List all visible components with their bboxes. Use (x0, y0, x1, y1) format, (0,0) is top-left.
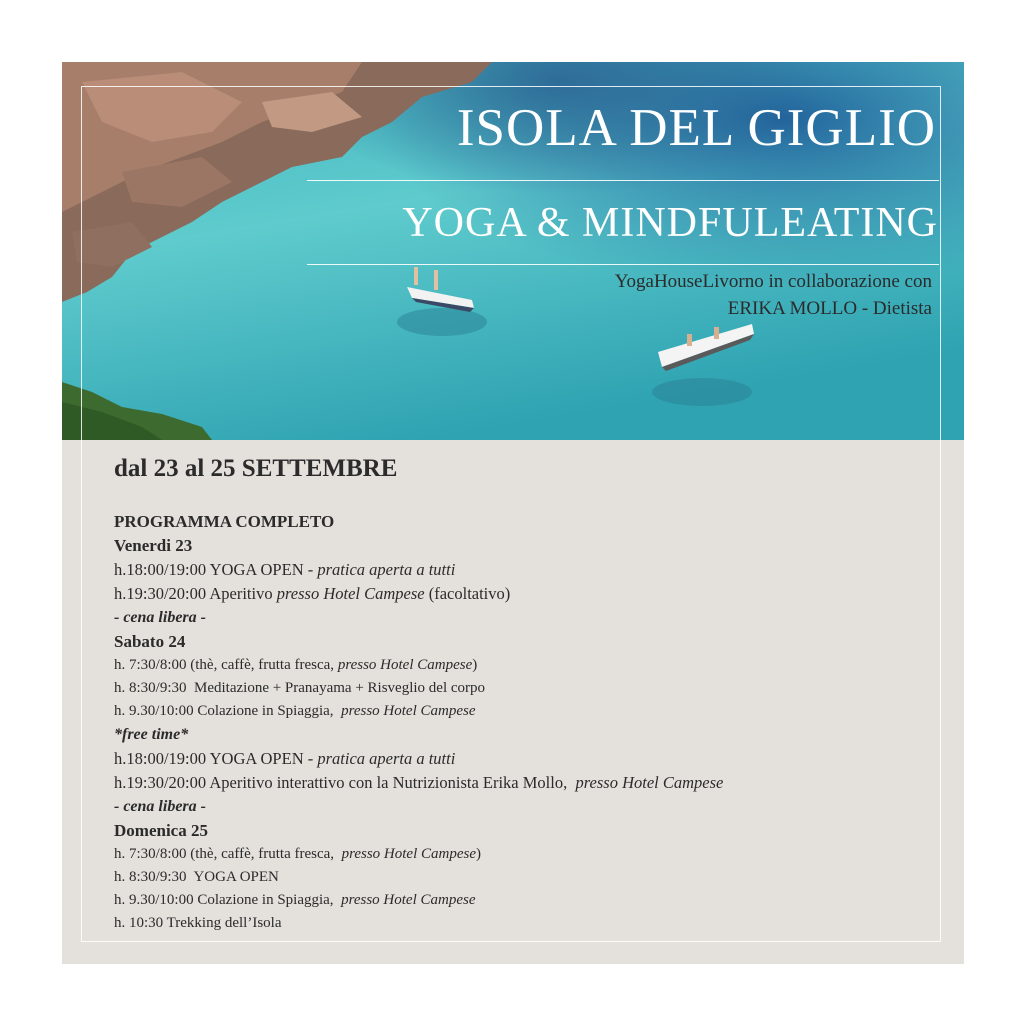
item-text: h. 10:30 Trekking dell’Isola (114, 915, 282, 931)
item-text: h.19:30/20:00 Aperitivo interattivo con la Nutrizionista Erika Mollo, (114, 773, 576, 792)
org-line: YogaHouseLivorno in collaborazione con (614, 271, 932, 292)
item-extra: ) (472, 657, 478, 673)
item-text: h. 9.30/10:00 Colazione in Spiaggia, (114, 892, 342, 908)
program-section (114, 510, 934, 935)
item-venue: presso Hotel Campese (575, 773, 724, 792)
item-extra: ) (476, 846, 481, 862)
item-text: h. 7:30/8:00 (thè, caffè, frutta fresca, (114, 846, 342, 862)
item-note: pratica aperta a tutti (317, 560, 456, 579)
item-text: h. 7:30/8:00 (thè, caffè, frutta fresca, (114, 657, 338, 673)
title-divider (307, 180, 939, 181)
event-title: ISOLA DEL GIGLIO (456, 99, 936, 157)
flyer-card (62, 62, 964, 964)
item-venue: presso Hotel Campese (337, 657, 473, 673)
saturday-dinner-note: - cena libera - (114, 798, 206, 815)
item-extra: (facoltativo) (424, 584, 511, 603)
item-note: pratica aperta a tutti (317, 749, 456, 768)
item-venue: presso Hotel Campese (341, 846, 476, 862)
day-saturday: Sabato 24 (114, 632, 186, 651)
organizers (615, 268, 932, 322)
subtitle-divider (307, 264, 939, 265)
saturday-item-3 (114, 700, 934, 723)
saturday-item-4 (114, 747, 934, 771)
item-text: h.18:00/19:00 YOGA OPEN - (114, 749, 318, 768)
item-text: h. 9.30/10:00 Colazione in Spiaggia, (114, 703, 342, 719)
day-sunday: Domenica 25 (114, 821, 208, 840)
item-venue: presso Hotel Campese (276, 584, 425, 603)
item-text: h.18:00/19:00 YOGA OPEN - (114, 560, 318, 579)
event-subtitle: YOGA & MINDFULEATING (402, 200, 938, 246)
sunday-item-4 (114, 912, 934, 935)
dietitian-role: Dietista (872, 298, 932, 319)
day-friday: Venerdi 23 (114, 536, 193, 555)
item-text: h.19:30/20:00 Aperitivo (114, 584, 277, 603)
saturday-item-1 (114, 654, 934, 677)
program-heading: PROGRAMMA COMPLETO (114, 512, 335, 531)
friday-item-2 (114, 582, 934, 606)
friday-item-1 (114, 558, 934, 582)
dietitian-separator: - (857, 298, 873, 319)
dietitian-name: ERIKA MOLLO (727, 298, 858, 319)
item-text: h. 8:30/9:30 YOGA OPEN (114, 869, 279, 885)
item-venue: presso Hotel Campese (341, 892, 476, 908)
sunday-item-3 (114, 889, 934, 912)
dietitian-line (615, 295, 932, 322)
hero-photo (62, 62, 964, 440)
item-text: h. 8:30/9:30 Meditazione + Pranayama + Risveglio del corpo (114, 680, 486, 696)
saturday-item-2 (114, 677, 934, 700)
sunday-item-1 (114, 843, 934, 866)
saturday-item-5 (114, 771, 934, 795)
event-dates: dal 23 al 25 SETTEMBRE (114, 455, 398, 482)
saturday-free-time: *free time* (114, 726, 189, 743)
sunday-item-2 (114, 866, 934, 889)
friday-dinner-note: - cena libera - (114, 609, 206, 626)
item-venue: presso Hotel Campese (341, 703, 476, 719)
